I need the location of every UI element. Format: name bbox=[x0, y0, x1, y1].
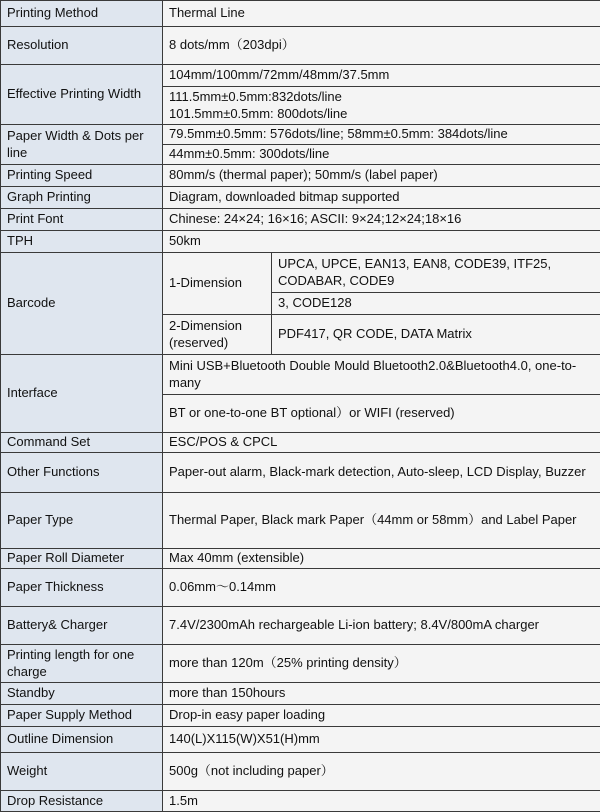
row-paper-type bbox=[1, 493, 600, 549]
row-battery bbox=[1, 607, 600, 645]
row-drop bbox=[1, 791, 600, 812]
label-barcode-1d: 1-Dimension bbox=[163, 253, 272, 315]
row-print-length bbox=[1, 645, 600, 683]
label-paper-type: Paper Type bbox=[1, 493, 163, 549]
value-barcode-1d-2: 3, CODE128 bbox=[272, 293, 600, 315]
value-thickness: 0.06mm～0.14mm bbox=[163, 569, 600, 607]
value-interface-1: Mini USB+Bluetooth Double Mould Bluetooth2.0&Bluetooth4.0, one-to-many bbox=[163, 355, 600, 395]
label-barcode-2d: 2-Dimension (reserved) bbox=[163, 315, 272, 355]
row-weight bbox=[1, 753, 600, 791]
label-drop: Drop Resistance bbox=[1, 791, 163, 812]
value-roll-diameter: Max 40mm (extensible) bbox=[163, 549, 600, 569]
row-barcode-1d bbox=[1, 253, 600, 293]
value-paper-supply: Drop-in easy paper loading bbox=[163, 705, 600, 727]
value-weight: 500g（not including paper） bbox=[163, 753, 600, 791]
value-barcode-1d-1: UPCA, UPCE, EAN13, EAN8, CODE39, ITF25, CODABAR, CODE9 bbox=[272, 253, 600, 293]
label-print-font: Print Font bbox=[1, 209, 163, 231]
label-roll-diameter: Paper Roll Diameter bbox=[1, 549, 163, 569]
row-outline bbox=[1, 727, 600, 753]
row-printing-speed bbox=[1, 165, 600, 187]
label-tph: TPH bbox=[1, 231, 163, 253]
label-battery: Battery& Charger bbox=[1, 607, 163, 645]
row-standby bbox=[1, 683, 600, 705]
label-command-set: Command Set bbox=[1, 433, 163, 453]
row-effective-width bbox=[1, 65, 600, 87]
value-tph: 50km bbox=[163, 231, 600, 253]
value-drop: 1.5m bbox=[163, 791, 600, 812]
row-paper-width bbox=[1, 125, 600, 145]
row-printing-method bbox=[1, 1, 600, 27]
row-resolution bbox=[1, 27, 600, 65]
effective-width-line2: 111.5mm±0.5mm:832dots/line bbox=[169, 89, 594, 106]
value-printing-speed: 80mm/s (thermal paper); 50mm/s (label paper) bbox=[163, 165, 600, 187]
row-other-functions bbox=[1, 453, 600, 493]
value-paper-type: Thermal Paper, Black mark Paper（44mm or 58mm）and Label Paper bbox=[163, 493, 600, 549]
row-roll-diameter bbox=[1, 549, 600, 569]
value-command-set: ESC/POS & CPCL bbox=[163, 433, 600, 453]
row-paper-supply bbox=[1, 705, 600, 727]
value-paper-width-1: 79.5mm±0.5mm: 576dots/line; 58mm±0.5mm: 384dots/line bbox=[163, 125, 600, 145]
label-print-length: Printing length for one charge bbox=[1, 645, 163, 683]
row-graph-printing bbox=[1, 187, 600, 209]
value-barcode-2d: PDF417, QR CODE, DATA Matrix bbox=[272, 315, 600, 355]
label-standby: Standby bbox=[1, 683, 163, 705]
row-command-set bbox=[1, 433, 600, 453]
value-standby: more than 150hours bbox=[163, 683, 600, 705]
value-other-functions: Paper-out alarm, Black-mark detection, Auto-sleep, LCD Display, Buzzer bbox=[163, 453, 600, 493]
label-printing-method: Printing Method bbox=[1, 1, 163, 27]
row-print-font bbox=[1, 209, 600, 231]
value-resolution: 8 dots/mm（203dpi） bbox=[163, 27, 600, 65]
label-printing-speed: Printing Speed bbox=[1, 165, 163, 187]
row-interface bbox=[1, 355, 600, 395]
value-print-length: more than 120m（25% printing density） bbox=[163, 645, 600, 683]
row-tph bbox=[1, 231, 600, 253]
value-effective-width-2 bbox=[163, 87, 600, 125]
value-paper-width-2: 44mm±0.5mm: 300dots/line bbox=[163, 145, 600, 165]
label-other-functions: Other Functions bbox=[1, 453, 163, 493]
label-weight: Weight bbox=[1, 753, 163, 791]
value-graph-printing: Diagram, downloaded bitmap supported bbox=[163, 187, 600, 209]
label-barcode: Barcode bbox=[1, 253, 163, 355]
value-outline: 140(L)X115(W)X51(H)mm bbox=[163, 727, 600, 753]
value-effective-width-1: 104mm/100mm/72mm/48mm/37.5mm bbox=[163, 65, 600, 87]
value-interface-2: BT or one-to-one BT optional）or WIFI (reserved) bbox=[163, 395, 600, 433]
label-thickness: Paper Thickness bbox=[1, 569, 163, 607]
label-resolution: Resolution bbox=[1, 27, 163, 65]
row-thickness bbox=[1, 569, 600, 607]
value-battery: 7.4V/2300mAh rechargeable Li-ion battery; 8.4V/800mA charger bbox=[163, 607, 600, 645]
label-outline: Outline Dimension bbox=[1, 727, 163, 753]
label-graph-printing: Graph Printing bbox=[1, 187, 163, 209]
label-paper-width: Paper Width & Dots per line bbox=[1, 125, 163, 165]
label-paper-supply: Paper Supply Method bbox=[1, 705, 163, 727]
value-print-font: Chinese: 24×24; 16×16; ASCII: 9×24;12×24;18×16 bbox=[163, 209, 600, 231]
label-interface: Interface bbox=[1, 355, 163, 433]
label-effective-width: Effective Printing Width bbox=[1, 65, 163, 125]
value-printing-method: Thermal Line bbox=[163, 1, 600, 27]
effective-width-line3: 101.5mm±0.5mm: 800dots/line bbox=[169, 106, 594, 123]
